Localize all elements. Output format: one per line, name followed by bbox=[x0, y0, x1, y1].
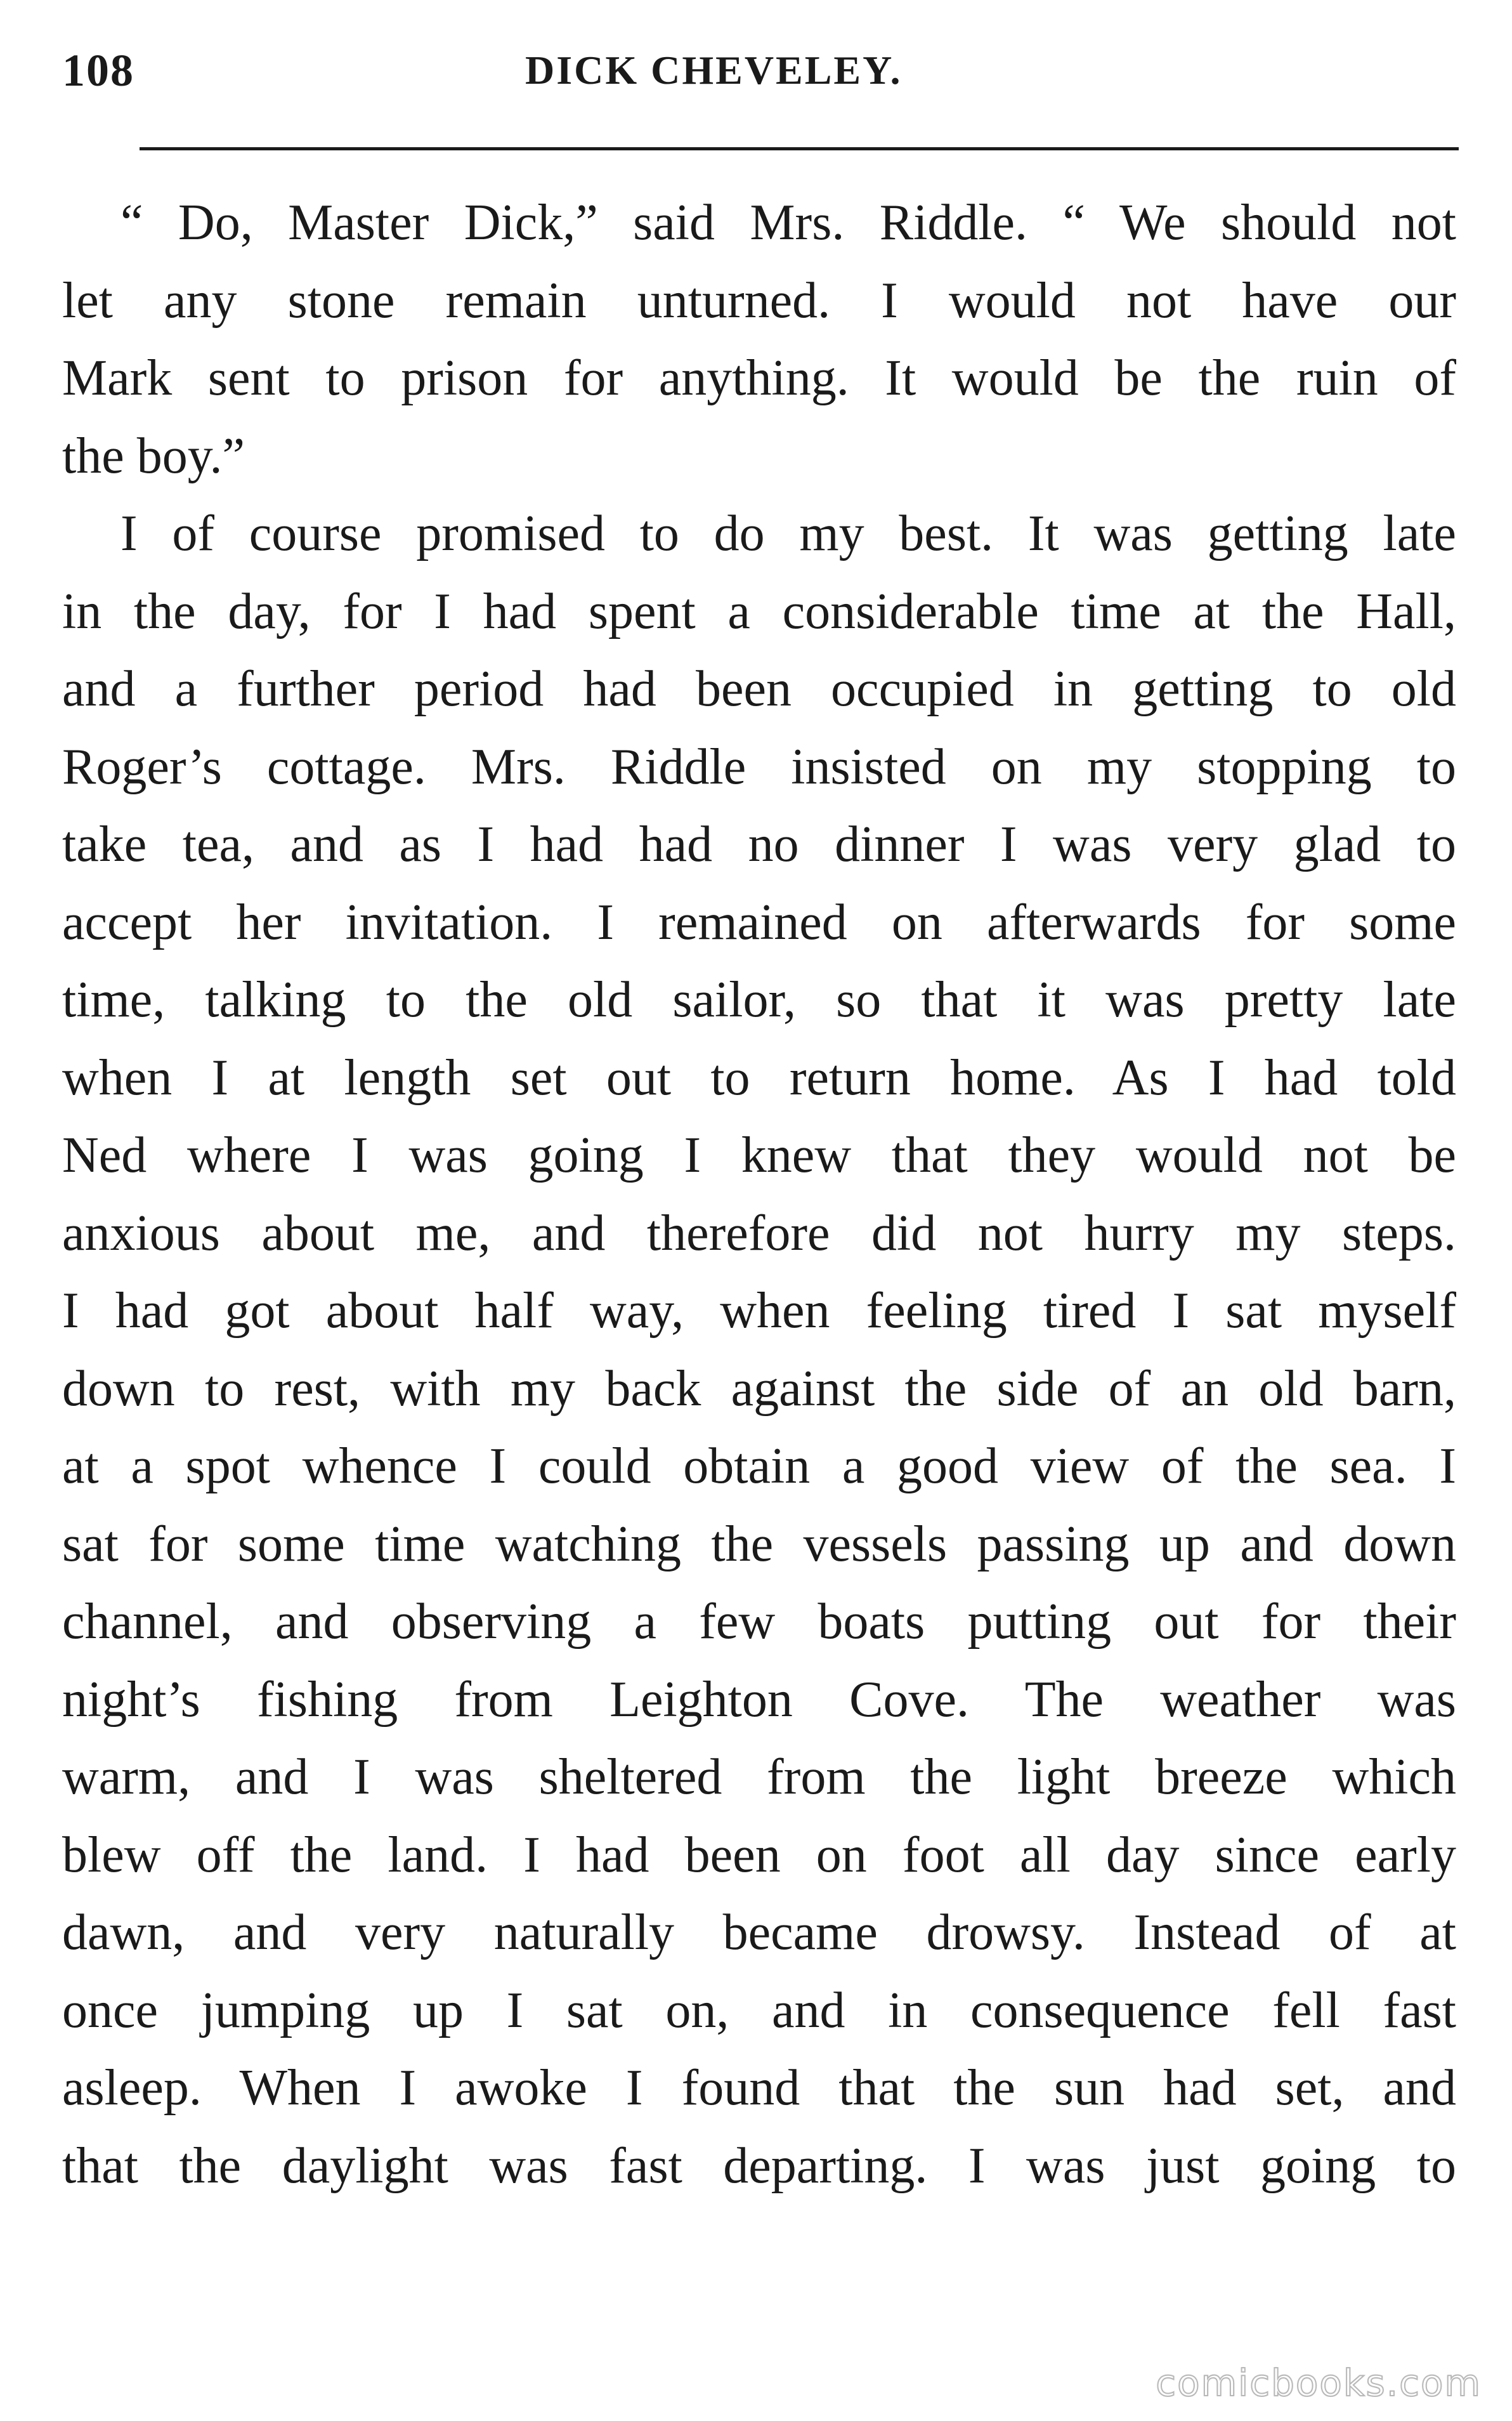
text-line: time, talking to the old sailor, so that it was pretty late bbox=[62, 972, 1456, 1028]
header-rule bbox=[140, 147, 1459, 150]
text-line: Ned where I was going I knew that they would not be bbox=[62, 1127, 1456, 1183]
text-line: once jumping up I sat on, and in consequence fell fast bbox=[62, 1982, 1456, 2038]
text-line: I of course promised to do my best. It was getting late bbox=[121, 506, 1456, 561]
text-line: let any stone remain unturned. I would not have our bbox=[62, 272, 1456, 329]
text-line: asleep. When I awoke I found that the sun had set, and bbox=[62, 2060, 1456, 2116]
text-line: sat for some time watching the vessels passing up and down bbox=[62, 1516, 1456, 1572]
text-line: night’s fishing from Leighton Cove. The weather was bbox=[62, 1671, 1456, 1728]
watermark-logo: comicbooks.com bbox=[1156, 2361, 1482, 2405]
text-line: dawn, and very naturally became drowsy. Instead of at bbox=[62, 1905, 1456, 1960]
text-line: warm, and I was sheltered from the light breeze which bbox=[62, 1749, 1456, 1805]
body-text bbox=[62, 184, 1456, 2205]
text-line: Mark sent to prison for anything. It would be the ruin of bbox=[62, 350, 1456, 406]
text-line: the boy.” bbox=[62, 428, 245, 484]
page-number: 108 bbox=[62, 45, 134, 96]
text-line: “ Do, Master Dick,” said Mrs. Riddle. “ We should not bbox=[121, 195, 1456, 251]
text-line: channel, and observing a few boats putting out for their bbox=[62, 1594, 1456, 1650]
text-line: blew off the land. I had been on foot all day since early bbox=[62, 1827, 1456, 1883]
running-head-title: DICK CHEVELEY. bbox=[525, 48, 903, 93]
page-header bbox=[62, 44, 1457, 114]
text-line: down to rest, with my back against the side of an old barn, bbox=[62, 1360, 1456, 1417]
text-line: that the daylight was fast departing. I was just going to bbox=[62, 2137, 1456, 2194]
text-line: at a spot whence I could obtain a good view of the sea. I bbox=[62, 1438, 1456, 1494]
text-line: when I at length set out to return home. As I had told bbox=[62, 1049, 1456, 1106]
text-line: Roger’s cottage. Mrs. Riddle insisted on my stopping to bbox=[62, 738, 1456, 795]
text-line: and a further period had been occupied in getting to old bbox=[62, 661, 1456, 717]
text-line: take tea, and as I had had no dinner I was very glad to bbox=[62, 817, 1456, 872]
text-line: in the day, for I had spent a considerable time at the Hall, bbox=[62, 583, 1456, 640]
text-line: I had got about half way, when feeling tired I sat myself bbox=[62, 1283, 1456, 1339]
text-line: accept her invitation. I remained on afterwards for some bbox=[62, 894, 1456, 950]
text-line: anxious about me, and therefore did not hurry my steps. bbox=[62, 1205, 1456, 1261]
